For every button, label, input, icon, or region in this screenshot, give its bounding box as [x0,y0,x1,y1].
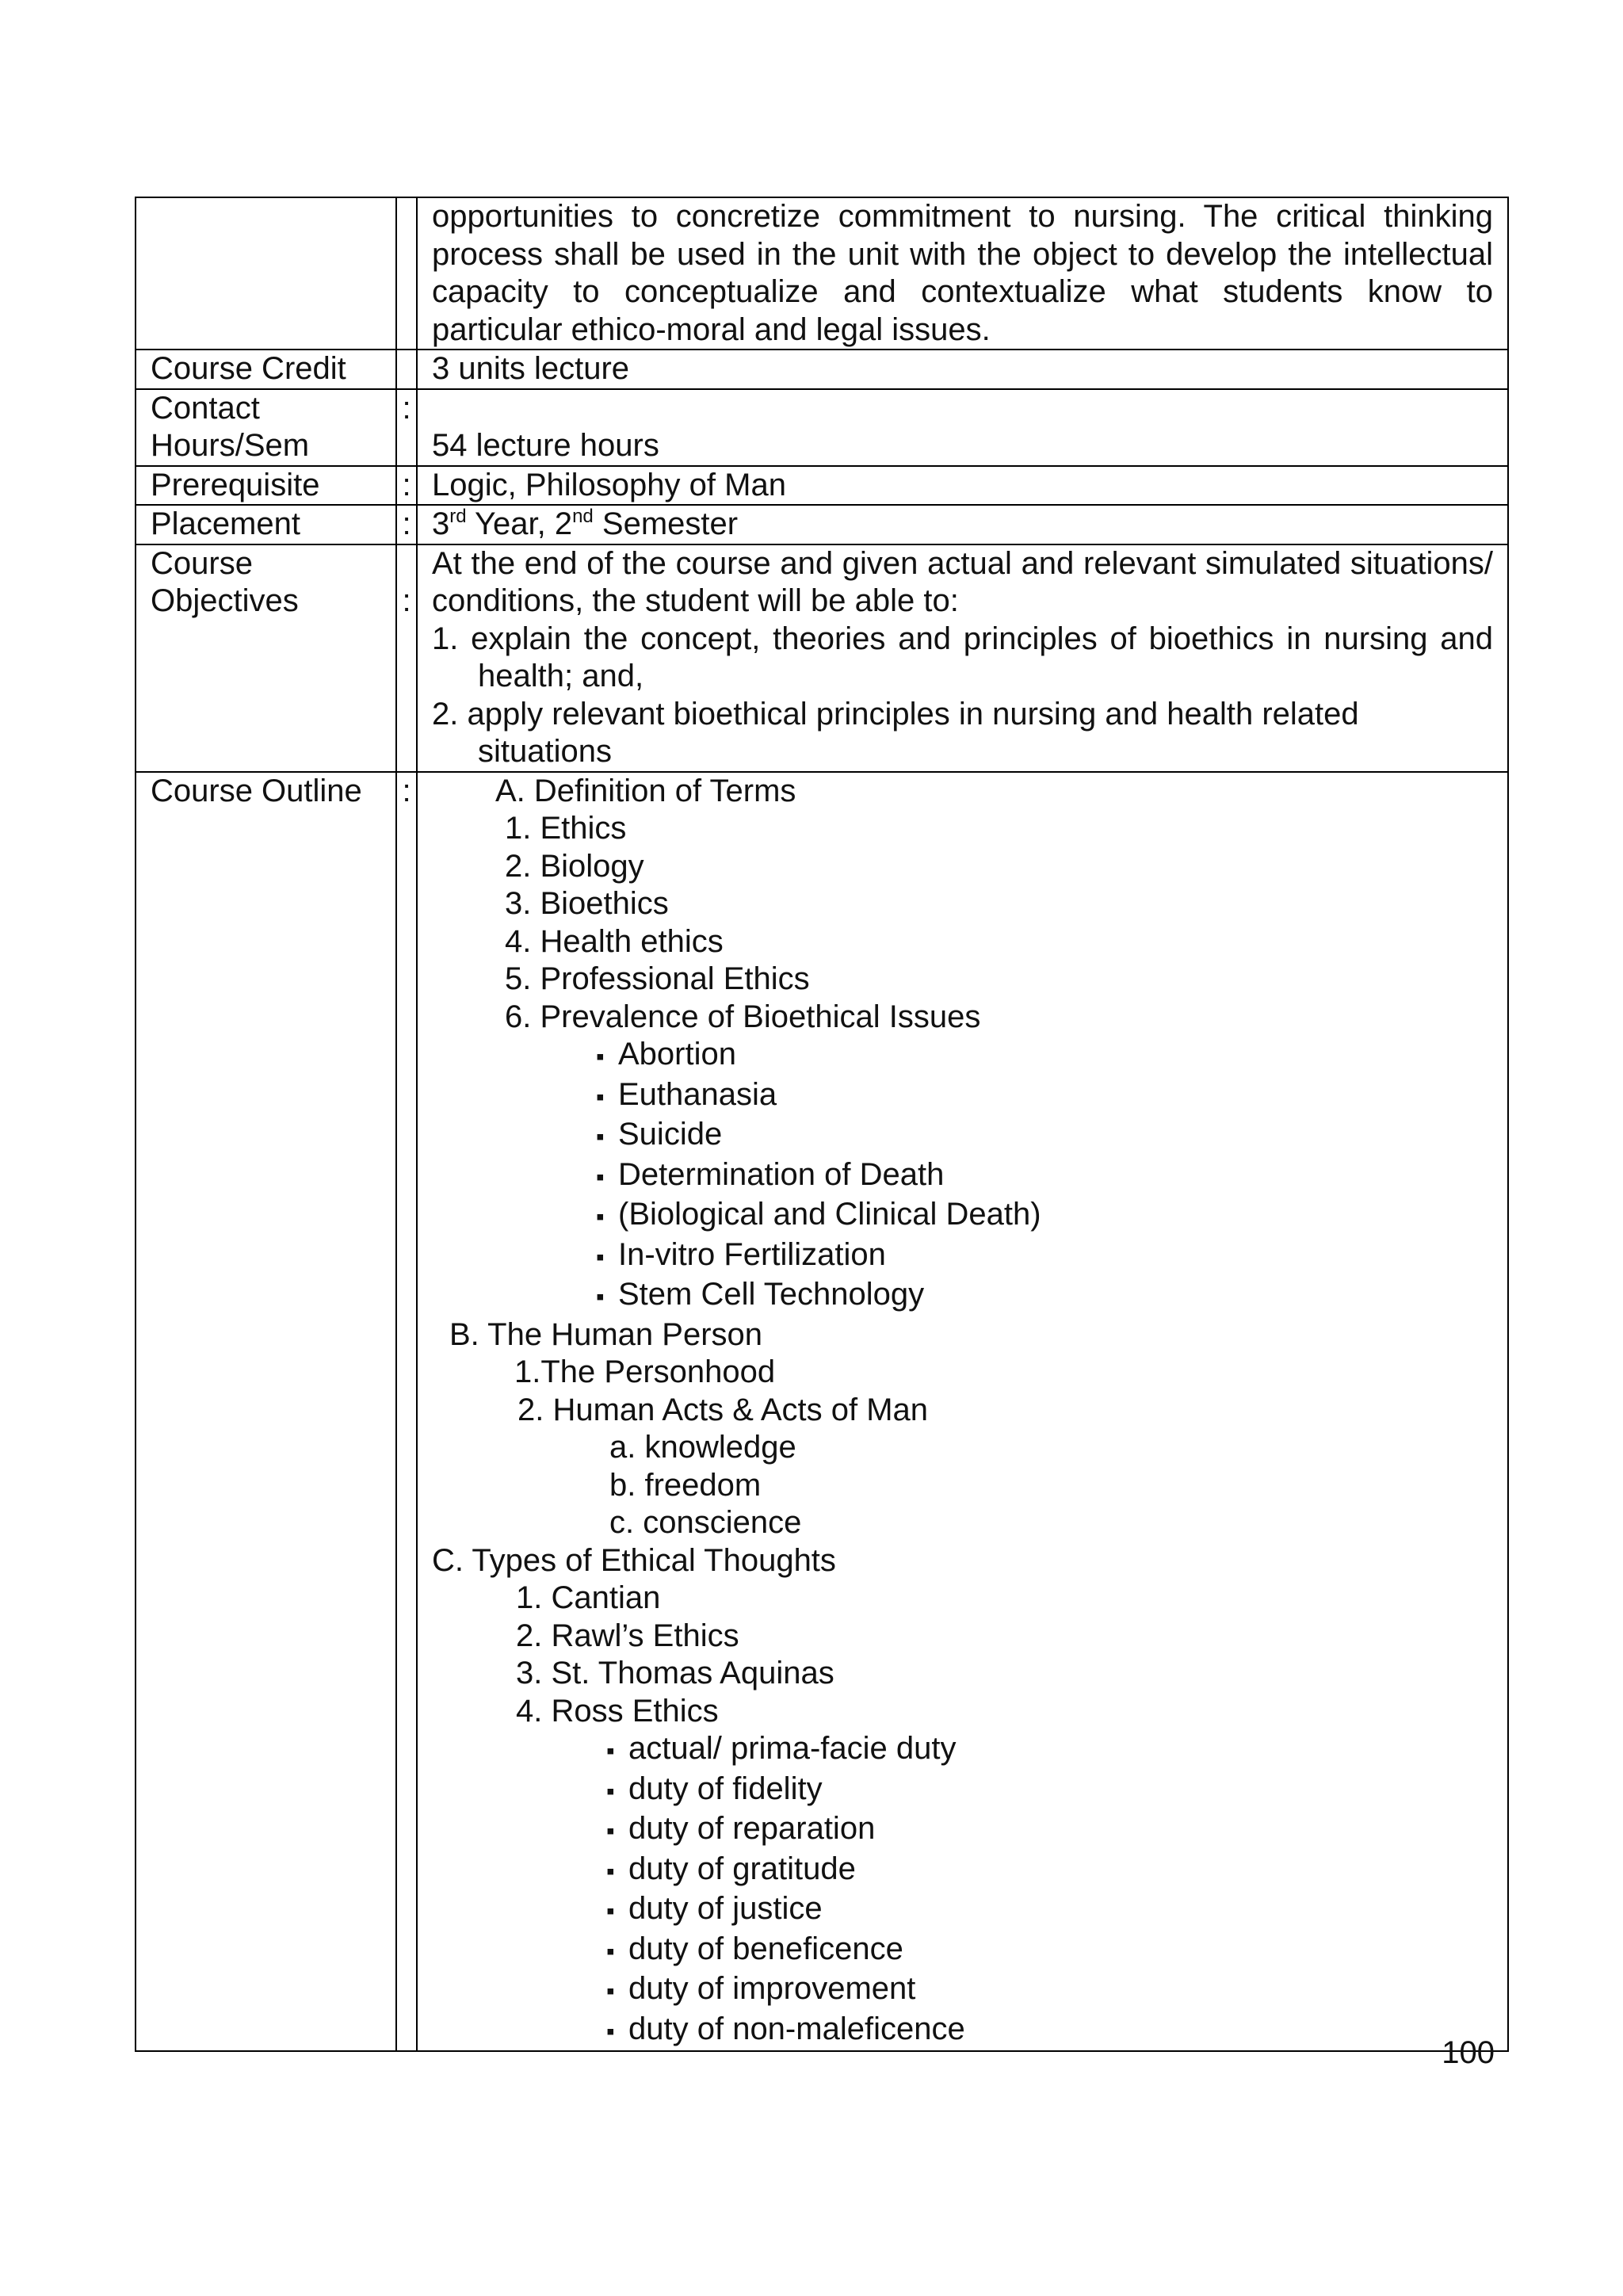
outline-item-text: 1. Cantian [516,1580,661,1615]
outline-item-text: b. freedom [609,1467,762,1503]
outline-item [432,1693,1493,1731]
outline-item-text: 3. Bioethics [505,886,669,921]
outline-item-text: duty of gratitude [628,1851,856,1886]
outline-item [432,1392,1493,1430]
outline-item-text: 1.The Personhood [514,1354,776,1389]
table-row-course-objectives [136,544,1508,772]
outline-item-text: Suicide [618,1117,723,1152]
outline-item-text: 4. Ross Ethics [516,1693,719,1729]
placement-label: Placement [136,505,396,544]
outline-bullet-item [432,1116,1493,1156]
course-credit-label: Course Credit [136,350,396,389]
outline-item [432,1429,1493,1467]
outline-bullet-item [432,2011,1493,2051]
square-bullet-icon [606,1851,628,1886]
outline-bullet-item [432,1890,1493,1931]
course-objectives-label-line1: Course [151,545,253,581]
table-row-placement [136,505,1508,544]
outline-bullet-item [432,1970,1493,2011]
outline-item [432,999,1493,1037]
course-credit-colon [396,350,417,389]
outline-item-text: 2. Human Acts & Acts of Man [517,1392,929,1427]
description-continuation: opportunities to concretize commitment to nursing. The critical thinking process shall be used in the unit with the object to develop the intellectual capacity to conceptualize and contextualize what students know to particular ethico-moral and legal issues. [417,197,1508,350]
outline-bullet-item [432,1156,1493,1197]
course-outline-content [417,772,1508,2052]
table-row-prerequisite [136,466,1508,506]
outline-item-text: Stem Cell Technology [618,1277,925,1312]
outline-item-text: duty of non-maleficence [628,2011,965,2046]
outline-item [432,1504,1493,1542]
course-objectives-content [417,544,1508,772]
square-bullet-icon [606,1931,628,1966]
outline-item [432,1580,1493,1618]
course-objectives-intro: At the end of the course and given actual and relevant simulated situations/ conditions, the student will be able to: [432,545,1493,618]
square-bullet-icon [606,1771,628,1806]
outline-bullet-item [432,1236,1493,1277]
course-syllabus-table [135,197,1509,2052]
square-bullet-icon [596,1157,618,1192]
square-bullet-icon [596,1277,618,1312]
outline-item [432,1618,1493,1656]
outline-item [432,1655,1493,1693]
outline-item [432,773,1493,811]
contact-hours-value: 54 lecture hours [432,428,659,463]
course-objectives-colon: : [402,583,411,618]
outline-item [432,810,1493,848]
contact-hours-label [136,389,396,466]
outline-item-text: 3. St. Thomas Aquinas [516,1656,834,1690]
outline-item-text: a. knowledge [609,1430,796,1465]
outline-item [432,961,1493,999]
square-bullet-icon [596,1037,618,1072]
outline-bullet-item [432,1276,1493,1316]
outline-item-text: c. conscience [609,1505,802,1540]
outline-item [432,1542,1493,1580]
label-cell-empty [136,197,396,350]
outline-item [432,1354,1493,1392]
outline-item-text: 4. Health ethics [505,923,724,959]
outline-item-text: duty of justice [628,1891,823,1926]
contact-hours-label-line2: Hours/Sem [151,428,310,463]
outline-item-text: duty of fidelity [628,1771,823,1806]
outline-item-text: B. The Human Person [449,1316,763,1352]
course-objectives-label-line2: Objectives [151,583,299,618]
contact-hours-value-cell [417,389,1508,466]
outline-bullet-item [432,1196,1493,1236]
course-objective-item-2: 2. apply relevant bioethical principles in nursing and health related situations [432,696,1359,769]
square-bullet-icon [606,1811,628,1846]
course-credit-value: 3 units lecture [417,350,1508,389]
outline-bullet-item [432,1810,1493,1851]
outline-item-text: A. Definition of Terms [495,773,796,808]
outline-bullet-item [432,1931,1493,1971]
outline-item-text: actual/ prima-facie duty [628,1731,957,1766]
square-bullet-icon [596,1077,618,1112]
outline-bullet-item [432,1036,1493,1076]
colon-cell-empty [396,197,417,350]
outline-item-text: 5. Professional Ethics [505,961,810,996]
course-objectives-label [136,544,396,772]
course-outline-label: Course Outline [136,772,396,2052]
outline-bullet-item [432,1076,1493,1117]
outline-bullet-item [432,1851,1493,1891]
outline-item-text: duty of reparation [628,1811,876,1846]
outline-item-text: Determination of Death [618,1156,945,1192]
placement-value: 3rd Year, 2nd Semester [417,505,1508,544]
outline-item-text: duty of beneficence [628,1931,903,1966]
outline-item-text: 1. Ethics [505,811,627,846]
outline-item-text: 2. Rawl’s Ethics [516,1618,739,1653]
outline-item-text: Abortion [618,1037,736,1072]
outline-bullet-item [432,1771,1493,1811]
square-bullet-icon [596,1237,618,1272]
contact-hours-colon: : [396,389,417,466]
outline-item-text: Euthanasia [618,1076,777,1112]
square-bullet-icon [596,1197,618,1232]
outline-item-text: duty of improvement [628,1971,916,2006]
contact-hours-label-line1: Contact [151,390,260,426]
outline-item [432,848,1493,886]
page-number: 100 [1442,2035,1495,2070]
prerequisite-value: Logic, Philosophy of Man [417,466,1508,506]
course-objective-item-1: 1. explain the concept, theories and principles of bioethics in nursing and health; and, [432,621,1493,693]
outline-item [432,923,1493,961]
square-bullet-icon [596,1117,618,1152]
outline-item-text: 6. Prevalence of Bioethical Issues [505,999,981,1034]
table-row-course-outline [136,772,1508,2052]
table-row-contact-hours [136,389,1508,466]
prerequisite-colon: : [396,466,417,506]
outline-item-text: C. Types of Ethical Thoughts [432,1542,836,1578]
outline-item-text: (Biological and Clinical Death) [618,1197,1041,1232]
outline-item [432,1467,1493,1505]
square-bullet-icon [606,1731,628,1766]
square-bullet-icon [606,1891,628,1926]
placement-colon: : [396,505,417,544]
outline-item-text: 2. Biology [505,848,644,884]
outline-item [432,1316,1493,1354]
outline-item [432,885,1493,923]
prerequisite-label: Prerequisite [136,466,396,506]
table-row-intro [136,197,1508,350]
square-bullet-icon [606,1971,628,2006]
square-bullet-icon [606,2011,628,2046]
course-objectives-colon-cell [396,544,417,772]
outline-bullet-item [432,1730,1493,1771]
table-row-course-credit [136,350,1508,389]
course-outline-colon: : [396,772,417,2052]
outline-item-text: In-vitro Fertilization [618,1236,886,1272]
